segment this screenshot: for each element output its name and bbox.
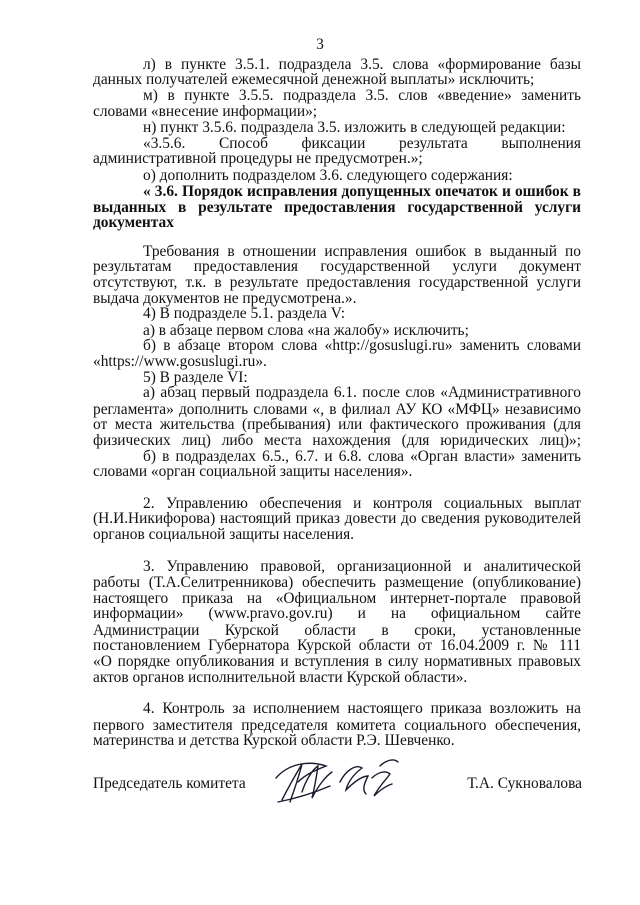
body-text-line: информации» (www.pravo.gov.ru) и на официальном сайте (93, 605, 581, 622)
body-text-line: настоящего приказа на «Официальном интернет-портале правовой (93, 590, 581, 607)
signatory-name: Т.А. Сукновалова (467, 775, 582, 792)
body-text-line: а) абзац первый подраздела 6.1. после слов «Административного (143, 384, 581, 401)
body-text-line: «3.5.6. Способ фиксации результата выполнения (143, 135, 581, 152)
body-text-line: выдача документов не предусмотрена.». (93, 290, 357, 307)
body-text-line: словами «орган социальной защиты населения». (93, 463, 413, 480)
body-text-line: 5) В разделе VI: (143, 369, 248, 386)
body-text-line: «О порядке опубликования и вступления в силу нормативных правовых (93, 653, 581, 670)
body-text-line: физических лиц) либо места нахождения (для юридических лиц)»; (93, 432, 581, 449)
body-text-line: 3. Управлению правовой, организационной и аналитической (143, 558, 581, 575)
body-text-line: м) в пункте 3.5.5. подраздела 3.5. слов «введение» заменить (143, 87, 581, 104)
body-text-line: л) в пункте 3.5.1. подраздела 3.5. слова «формирование базы (143, 56, 581, 73)
body-text-line: данных получателей ежемесячной денежной выплаты» исключить; (93, 71, 535, 88)
body-text-line: б) в абзаце втором слова «http://gosuslugi.ru» заменить словами (143, 337, 581, 354)
body-text-line: результатам предоставления государственной услуги документ (93, 258, 581, 275)
body-text-line: (Н.И.Никифорова) настоящий приказ довести до сведения руководителей (93, 510, 581, 527)
body-text-line: Администрации Курской области в сроки, установленные (93, 622, 581, 639)
body-text-line: о) дополнить подразделом 3.6. следующего содержания: (143, 167, 513, 184)
body-text-line: административной процедуры не предусмотрен.»; (93, 150, 423, 167)
section-heading-line: « 3.6. Порядок исправления допущенных опечаток и ошибок в (143, 183, 581, 200)
body-text-line: н) пункт 3.5.6. подраздела 3.5. изложить в следующей редакции: (143, 119, 566, 136)
handwritten-signature (268, 752, 418, 808)
body-text-line: органов социальной защиты населения. (93, 526, 355, 543)
signatory-position: Председатель комитета (93, 775, 246, 792)
page-number: 3 (316, 36, 324, 53)
body-text-line: а) в абзаце первом слова «на жалобу» исключить; (143, 322, 469, 339)
body-text-line: 2. Управлению обеспечения и контроля социальных выплат (143, 495, 581, 512)
body-text-line: регламента» дополнить словами «, в филиал АУ КО «МФЦ» независимо (93, 401, 581, 418)
body-text-line: материнства и детства Курской области Р.Э. Шевченко. (93, 732, 455, 749)
body-text-line: «https://www.gosuslugi.ru». (93, 353, 267, 370)
body-text-line: б) в подразделах 6.5., 6.7. и 6.8. слова «Орган власти» заменить (143, 448, 581, 465)
body-text-line: работы (Т.А.Селитренникова) обеспечить размещение (опубликование) (93, 574, 581, 591)
body-text-line: постановлением Губернатора Курской области от 16.04.2009 г. № 111 (93, 637, 581, 654)
body-text-line: 4) В подразделе 5.1. раздела V: (143, 305, 345, 322)
body-text-line: от места жительства (пребывания) или фактического проживания (для (93, 416, 581, 433)
section-heading-line: выданных в результате предоставления государственной услуги (93, 199, 581, 216)
body-text-line: отсутствуют, т.к. в результате предоставления государственной услуги (93, 274, 581, 291)
body-text-line: словами «внесение информации»; (93, 103, 318, 120)
body-text-line: Требования в отношении исправления ошибок в выданный по (143, 243, 581, 260)
section-heading-line: документах (93, 214, 174, 231)
body-text-line: первого заместителя председателя комитета социального обеспечения, (93, 717, 581, 734)
body-text-line: 4. Контроль за исполнением настоящего приказа возложить на (143, 700, 581, 717)
body-text-line: актов органов исполнительной власти Курской области». (93, 669, 468, 686)
